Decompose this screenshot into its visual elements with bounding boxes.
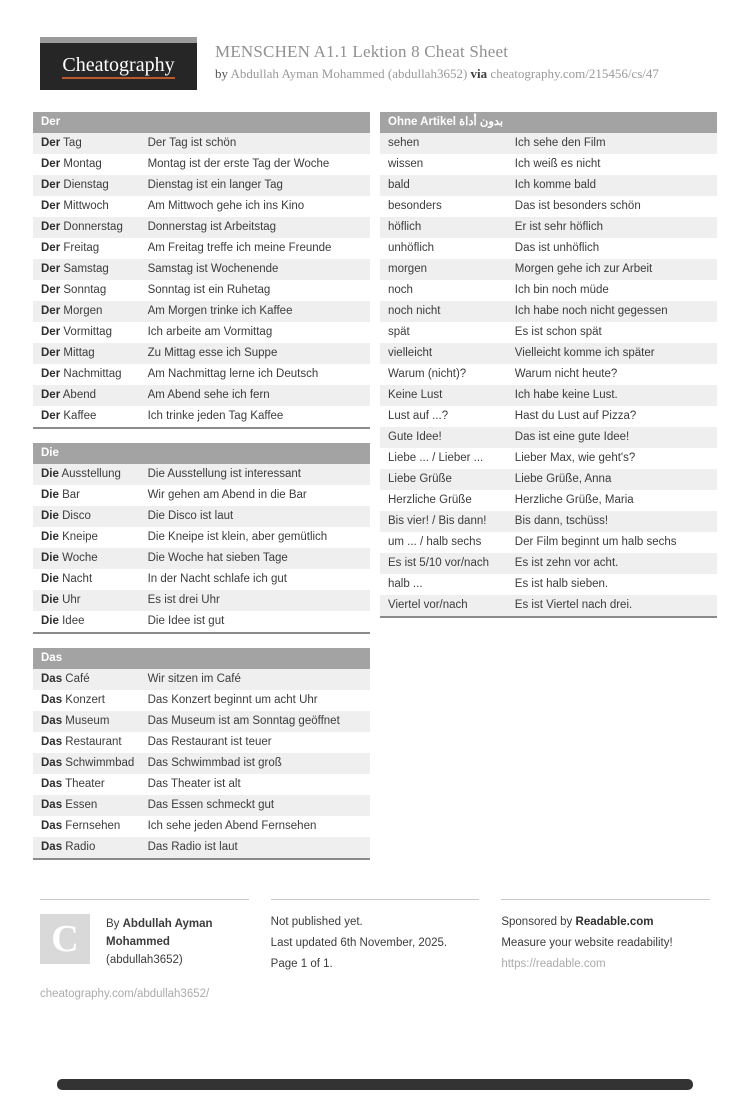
table-row bbox=[380, 427, 717, 448]
table-row bbox=[33, 669, 370, 690]
term-cell: Der Tag bbox=[41, 137, 82, 149]
term-cell: Das Radio bbox=[41, 841, 96, 853]
avatar[interactable] bbox=[40, 914, 90, 964]
definition-cell: Am Freitag treffe ich meine Freunde bbox=[147, 242, 332, 254]
definition-cell: Die Woche hat sieben Tage bbox=[147, 552, 288, 564]
term-cell: noch nicht bbox=[388, 305, 441, 317]
term-cell: halb ... bbox=[388, 578, 423, 590]
definition-cell: Bis dann, tschüss! bbox=[514, 515, 609, 527]
table-row bbox=[380, 154, 717, 175]
term-cell: Liebe ... / Lieber ... bbox=[388, 452, 484, 464]
table-row bbox=[33, 611, 370, 632]
table-row bbox=[33, 485, 370, 506]
table-columns bbox=[33, 112, 717, 860]
definition-cell: Das Museum ist am Sonntag geöffnet bbox=[147, 715, 340, 727]
cheatography-logo[interactable] bbox=[40, 37, 197, 90]
table-rows bbox=[33, 669, 370, 858]
term-cell: Lust auf ...? bbox=[388, 410, 449, 422]
definition-cell: Das ist eine gute Idee! bbox=[514, 431, 630, 443]
cheat-table-der bbox=[33, 112, 370, 429]
profile-link[interactable]: cheatography.com/abdullah3652/ bbox=[40, 988, 210, 1001]
table-rows bbox=[33, 133, 370, 427]
definition-cell: Ich arbeite am Vormittag bbox=[147, 326, 273, 338]
term-cell: Der Abend bbox=[41, 389, 97, 401]
sponsor-url-link[interactable]: https://readable.com bbox=[501, 957, 606, 970]
cheat-table-die bbox=[33, 443, 370, 634]
definition-cell: Das ist unhöflich bbox=[514, 242, 600, 254]
definition-cell: Das Konzert beginnt um acht Uhr bbox=[147, 694, 318, 706]
table-row bbox=[33, 133, 370, 154]
page-footer bbox=[40, 899, 710, 1004]
definition-cell: Am Abend sehe ich fern bbox=[147, 389, 270, 401]
table-row bbox=[33, 238, 370, 259]
definition-cell: Wir sitzen im Café bbox=[147, 673, 241, 685]
definition-cell: Die Ausstellung ist interessant bbox=[147, 468, 301, 480]
term-cell: wissen bbox=[388, 158, 424, 170]
definition-cell: Ich habe keine Lust. bbox=[514, 389, 618, 401]
table-row bbox=[33, 154, 370, 175]
definition-cell: Samstag ist Wochenende bbox=[147, 263, 279, 275]
table-row bbox=[33, 527, 370, 548]
footer-author-name: Abdullah Ayman Mohammed bbox=[106, 918, 213, 948]
table-row bbox=[380, 175, 717, 196]
term-cell: Der Mittag bbox=[41, 347, 95, 359]
definition-cell: Es ist zehn vor acht. bbox=[514, 557, 619, 569]
term-cell: Der Donnerstag bbox=[41, 221, 123, 233]
definition-cell: Das Theater ist alt bbox=[147, 778, 241, 790]
table-row bbox=[380, 259, 717, 280]
byline-by-label: by bbox=[215, 66, 228, 81]
definition-cell: Morgen gehe ich zur Arbeit bbox=[514, 263, 653, 275]
term-cell: Die Bar bbox=[41, 489, 80, 501]
term-cell: besonders bbox=[388, 200, 442, 212]
definition-cell: Das Essen schmeckt gut bbox=[147, 799, 275, 811]
table-row bbox=[33, 406, 370, 427]
definition-cell: Ich komme bald bbox=[514, 179, 596, 191]
table-row bbox=[33, 506, 370, 527]
table-row bbox=[380, 133, 717, 154]
term-cell: spät bbox=[388, 326, 410, 338]
table-row bbox=[33, 774, 370, 795]
table-row bbox=[33, 385, 370, 406]
term-cell: Das Restaurant bbox=[41, 736, 122, 748]
term-cell: Das Café bbox=[41, 673, 90, 685]
definition-cell: Der Tag ist schön bbox=[147, 137, 237, 149]
table-row bbox=[33, 816, 370, 837]
cheat-table-das bbox=[33, 648, 370, 860]
definition-cell: Das ist besonders schön bbox=[514, 200, 641, 212]
left-column bbox=[33, 112, 370, 860]
table-row bbox=[380, 490, 717, 511]
table-row bbox=[33, 795, 370, 816]
table-row bbox=[380, 217, 717, 238]
status-line: Last updated 6th November, 2025. bbox=[270, 936, 448, 949]
definition-cell: Die Idee ist gut bbox=[147, 615, 225, 627]
term-cell: Der Freitag bbox=[41, 242, 100, 254]
definition-cell: Das Schwimmbad ist groß bbox=[147, 757, 282, 769]
sponsor-line bbox=[501, 914, 710, 932]
table-row bbox=[33, 590, 370, 611]
term-cell: morgen bbox=[388, 263, 427, 275]
status-line: Page 1 of 1. bbox=[270, 957, 333, 970]
right-column bbox=[380, 112, 717, 618]
table-row bbox=[33, 301, 370, 322]
term-cell: Warum (nicht)? bbox=[388, 368, 467, 380]
table-row bbox=[380, 553, 717, 574]
definition-cell: Die Kneipe ist klein, aber gemütlich bbox=[147, 531, 328, 543]
cheat-table-ohne bbox=[380, 112, 717, 618]
term-cell: höflich bbox=[388, 221, 422, 233]
term-cell: Der Morgen bbox=[41, 305, 103, 317]
definition-cell: Ich trinke jeden Tag Kaffee bbox=[147, 410, 284, 422]
term-cell: bald bbox=[388, 179, 410, 191]
term-cell: Keine Lust bbox=[388, 389, 443, 401]
term-cell: Die Woche bbox=[41, 552, 98, 564]
definition-cell: Es ist halb sieben. bbox=[514, 578, 609, 590]
table-row bbox=[380, 322, 717, 343]
term-cell: Die Nacht bbox=[41, 573, 93, 585]
definition-cell: Lieber Max, wie geht's? bbox=[514, 452, 636, 464]
byline-link[interactable]: cheatography.com/215456/cs/47 bbox=[490, 66, 659, 81]
definition-cell: Warum nicht heute? bbox=[514, 368, 618, 380]
avatar-letter: C bbox=[51, 917, 79, 960]
term-cell: Die Kneipe bbox=[41, 531, 98, 543]
definition-cell: Er ist sehr höflich bbox=[514, 221, 603, 233]
table-row bbox=[33, 711, 370, 732]
term-cell: Liebe Grüße bbox=[388, 473, 452, 485]
sponsor-prefix: Sponsored by bbox=[501, 916, 573, 928]
table-row bbox=[33, 837, 370, 858]
definition-cell: Ich habe noch nicht gegessen bbox=[514, 305, 668, 317]
author-text bbox=[106, 914, 249, 969]
term-cell: um ... / halb sechs bbox=[388, 536, 482, 548]
table-row bbox=[33, 464, 370, 485]
table-title: Die bbox=[33, 443, 370, 464]
table-rows bbox=[380, 133, 717, 616]
definition-cell: Ich sehe den Film bbox=[514, 137, 606, 149]
table-row bbox=[33, 364, 370, 385]
table-row bbox=[380, 301, 717, 322]
definition-cell: Ich bin noch müde bbox=[514, 284, 609, 296]
byline-author: Abdullah Ayman Mohammed (abdullah3652) bbox=[230, 66, 468, 81]
table-row bbox=[380, 364, 717, 385]
byline bbox=[215, 66, 717, 82]
term-cell: Herzliche Grüße bbox=[388, 494, 472, 506]
table-row bbox=[380, 406, 717, 427]
term-cell: noch bbox=[388, 284, 413, 296]
table-row bbox=[33, 753, 370, 774]
term-cell: Der Kaffee bbox=[41, 410, 97, 422]
logo-text: Cheatography bbox=[62, 54, 174, 79]
table-row bbox=[380, 448, 717, 469]
table-row bbox=[380, 595, 717, 616]
term-cell: Bis vier! / Bis dann! bbox=[388, 515, 487, 527]
table-row bbox=[33, 196, 370, 217]
definition-cell: Hast du Lust auf Pizza? bbox=[514, 410, 637, 422]
definition-cell: Ich weiß es nicht bbox=[514, 158, 601, 170]
definition-cell: Es ist drei Uhr bbox=[147, 594, 220, 606]
footer-author-handle: (abdullah3652) bbox=[106, 953, 183, 966]
table-row bbox=[380, 196, 717, 217]
table-title: Das bbox=[33, 648, 370, 669]
definition-cell: Dienstag ist ein langer Tag bbox=[147, 179, 283, 191]
term-cell: Die Ausstellung bbox=[41, 468, 121, 480]
definition-cell: Das Restaurant ist teuer bbox=[147, 736, 272, 748]
table-row bbox=[33, 259, 370, 280]
sponsor-tagline: Measure your website readability! bbox=[501, 936, 673, 949]
term-cell: sehen bbox=[388, 137, 420, 149]
definition-cell: Herzliche Grüße, Maria bbox=[514, 494, 634, 506]
table-row bbox=[33, 217, 370, 238]
term-cell: Die Uhr bbox=[41, 594, 81, 606]
term-cell: Gute Idee! bbox=[388, 431, 442, 443]
table-row bbox=[33, 569, 370, 590]
table-row bbox=[380, 238, 717, 259]
term-cell: Die Idee bbox=[41, 615, 85, 627]
definition-cell: Es ist schon spät bbox=[514, 326, 602, 338]
table-row bbox=[380, 385, 717, 406]
term-cell: Das Museum bbox=[41, 715, 110, 727]
table-row bbox=[380, 532, 717, 553]
term-cell: Der Montag bbox=[41, 158, 102, 170]
table-row bbox=[380, 469, 717, 490]
footer-status-section bbox=[271, 899, 480, 1004]
table-row bbox=[380, 574, 717, 595]
status-line: Not published yet. bbox=[270, 916, 363, 928]
term-cell: Das Fernsehen bbox=[41, 820, 121, 832]
term-cell: Das Essen bbox=[41, 799, 98, 811]
bottom-bar bbox=[57, 1079, 693, 1090]
term-cell: Der Sonntag bbox=[41, 284, 107, 296]
table-row bbox=[33, 175, 370, 196]
term-cell: Es ist 5/10 vor/nach bbox=[388, 557, 489, 569]
page-title: MENSCHEN A1.1 Lektion 8 Cheat Sheet bbox=[215, 42, 509, 61]
sponsor-url bbox=[501, 956, 710, 974]
definition-cell: Sonntag ist ein Ruhetag bbox=[147, 284, 271, 296]
table-row bbox=[33, 548, 370, 569]
term-cell: Der Vormittag bbox=[41, 326, 112, 338]
table-row bbox=[33, 280, 370, 301]
cheat-sheet-page bbox=[0, 37, 750, 1098]
table-row bbox=[33, 732, 370, 753]
table-title: Der bbox=[33, 112, 370, 133]
table-row bbox=[33, 322, 370, 343]
definition-cell: Wir gehen am Abend in die Bar bbox=[147, 489, 307, 501]
definition-cell: Donnerstag ist Arbeitstag bbox=[147, 221, 277, 233]
term-cell: Die Disco bbox=[41, 510, 91, 522]
footer-author-section bbox=[40, 899, 249, 1004]
term-cell: Der Dienstag bbox=[41, 179, 109, 191]
table-row bbox=[380, 343, 717, 364]
table-title: Ohne Artikel بدون أداة bbox=[380, 112, 717, 133]
definition-cell: Es ist Viertel nach drei. bbox=[514, 599, 633, 611]
definition-cell: Am Morgen trinke ich Kaffee bbox=[147, 305, 293, 317]
table-row bbox=[33, 690, 370, 711]
definition-cell: Montag ist der erste Tag der Woche bbox=[147, 158, 330, 170]
term-cell: unhöflich bbox=[388, 242, 435, 254]
table-row bbox=[380, 511, 717, 532]
term-cell: Der Nachmittag bbox=[41, 368, 122, 380]
definition-cell: Das Radio ist laut bbox=[147, 841, 238, 853]
definition-cell: In der Nacht schlafe ich gut bbox=[147, 573, 287, 585]
table-row bbox=[33, 343, 370, 364]
author-row bbox=[40, 914, 249, 969]
byline-via-label: via bbox=[470, 66, 488, 81]
table-row bbox=[380, 280, 717, 301]
definition-cell: Vielleicht komme ich später bbox=[514, 347, 655, 359]
sponsor-name-link[interactable]: Readable.com bbox=[575, 916, 654, 928]
term-cell: Das Theater bbox=[41, 778, 105, 790]
title-block bbox=[215, 37, 717, 90]
definition-cell: Der Film beginnt um halb sechs bbox=[514, 536, 677, 548]
definition-cell: Die Disco ist laut bbox=[147, 510, 234, 522]
table-rows bbox=[33, 464, 370, 632]
definition-cell: Zu Mittag esse ich Suppe bbox=[147, 347, 278, 359]
definition-cell: Am Nachmittag lerne ich Deutsch bbox=[147, 368, 319, 380]
term-cell: Viertel vor/nach bbox=[388, 599, 468, 611]
page-header bbox=[40, 37, 717, 90]
term-cell: Das Schwimmbad bbox=[41, 757, 135, 769]
term-cell: Der Mittwoch bbox=[41, 200, 109, 212]
definition-cell: Am Mittwoch gehe ich ins Kino bbox=[147, 200, 305, 212]
footer-sponsor-section bbox=[501, 899, 710, 1004]
term-cell: Der Samstag bbox=[41, 263, 109, 275]
definition-cell: Liebe Grüße, Anna bbox=[514, 473, 612, 485]
definition-cell: Ich sehe jeden Abend Fernsehen bbox=[147, 820, 317, 832]
footer-by-label: By bbox=[106, 918, 120, 930]
term-cell: Das Konzert bbox=[41, 694, 105, 706]
term-cell: vielleicht bbox=[388, 347, 433, 359]
